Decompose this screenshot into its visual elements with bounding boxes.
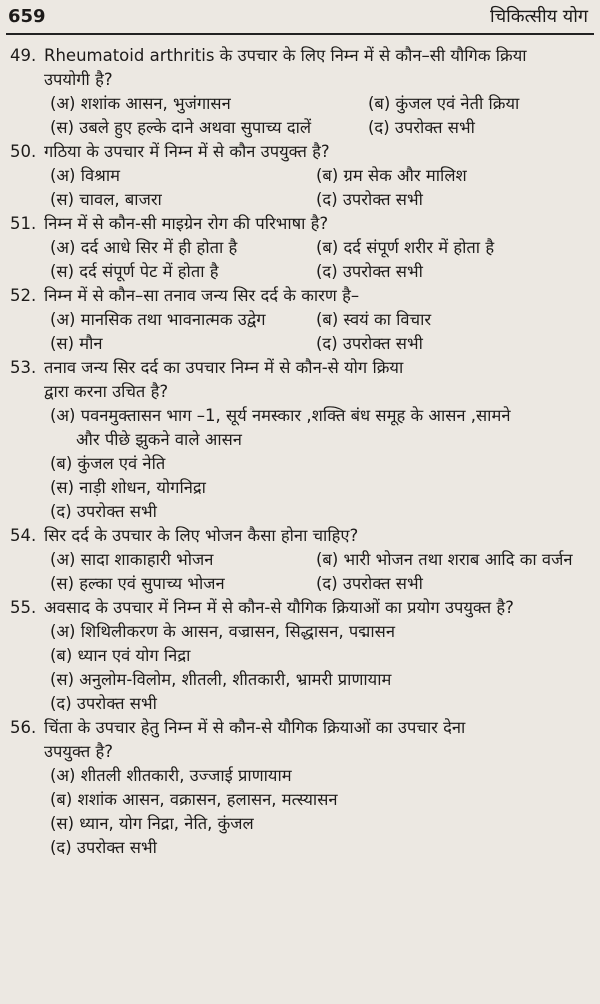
option-b: (ब) भारी भोजन तथा शराब आदि का वर्जन xyxy=(316,550,573,569)
question-number: 54. xyxy=(10,526,37,545)
option-c: (स) उबले हुए हल्के दाने अथवा सुपाच्य दालें xyxy=(50,118,312,137)
option-b: (ब) स्वयं का विचार xyxy=(316,310,432,329)
page-number: 659 xyxy=(8,6,46,27)
option-d: (द) उपरोक्त सभी xyxy=(50,502,157,521)
option-a: (अ) विश्राम xyxy=(50,166,120,185)
question-52 xyxy=(0,284,600,356)
question-number: 50. xyxy=(10,142,37,161)
option-c: (स) अनुलोम-विलोम, शीतली, शीतकारी, भ्रामरी प्राणायाम xyxy=(50,670,392,689)
page-header xyxy=(0,0,600,38)
option-a: (अ) शीतली शीतकारी, उज्जाई प्राणायाम xyxy=(50,766,292,785)
question-50 xyxy=(0,140,600,212)
question-number: 55. xyxy=(10,598,37,617)
option-c: (स) दर्द संपूर्ण पेट में होता है xyxy=(50,262,219,281)
option-a: (अ) पवनमुक्तासन भाग –1, सूर्य नमस्कार ,शक्ति बंध समूह के आसन ,सामने xyxy=(50,406,511,425)
option-b: (ब) कुंजल एवं नेती क्रिया xyxy=(368,94,520,113)
option-c: (स) हल्का एवं सुपाच्य भोजन xyxy=(50,574,225,593)
question-number: 51. xyxy=(10,214,37,233)
chapter-title: चिकित्सीय योग xyxy=(490,6,588,27)
question-number: 56. xyxy=(10,718,37,737)
question-text: चिंता के उपचार हेतु निम्न में से कौन-से यौगिक क्रियाओं का उपचार देना xyxy=(44,718,466,737)
question-list xyxy=(0,44,600,860)
question-text: निम्न में से कौन–सा तनाव जन्य सिर दर्द के कारण है– xyxy=(44,286,360,305)
question-56 xyxy=(0,716,600,860)
option-d: (द) उपरोक्त सभी xyxy=(50,694,157,713)
question-51 xyxy=(0,212,600,284)
option-c: (स) मौन xyxy=(50,334,103,353)
option-b: (ब) कुंजल एवं नेति xyxy=(50,454,166,473)
question-49 xyxy=(0,44,600,140)
question-text: तनाव जन्य सिर दर्द का उपचार निम्न में से कौन-से योग क्रिया xyxy=(44,358,404,377)
question-text-cont: उपयोगी है? xyxy=(44,70,113,89)
option-d: (द) उपरोक्त सभी xyxy=(316,334,423,353)
question-text: गठिया के उपचार में निम्न में से कौन उपयुक्त है? xyxy=(44,142,330,161)
question-55 xyxy=(0,596,600,716)
option-c: (स) चावल, बाजरा xyxy=(50,190,162,209)
header-rule xyxy=(6,33,594,35)
question-text-cont: द्वारा करना उचित है? xyxy=(44,382,169,401)
question-number: 49. xyxy=(10,46,37,65)
option-a: (अ) मानसिक तथा भावनात्मक उद्वेग xyxy=(50,310,266,329)
option-d: (द) उपरोक्त सभी xyxy=(316,262,423,281)
option-a: (अ) शिथिलीकरण के आसन, वज्रासन, सिद्धासन, पद्मासन xyxy=(50,622,395,641)
option-a-cont: और पीछे झुकने वाले आसन xyxy=(76,430,242,449)
option-d: (द) उपरोक्त सभी xyxy=(316,190,423,209)
option-c: (स) नाड़ी शोधन, योगनिद्रा xyxy=(50,478,206,497)
option-c: (स) ध्यान, योग निद्रा, नेति, कुंजल xyxy=(50,814,254,833)
question-text-cont: उपयुक्त है? xyxy=(44,742,113,761)
question-number: 53. xyxy=(10,358,37,377)
question-54 xyxy=(0,524,600,596)
option-b: (ब) दर्द संपूर्ण शरीर में होता है xyxy=(316,238,495,257)
question-text: सिर दर्द के उपचार के लिए भोजन कैसा होना चाहिए? xyxy=(44,526,359,545)
option-d: (द) उपरोक्त सभी xyxy=(50,838,157,857)
option-b: (ब) ग्रम सेक और मालिश xyxy=(316,166,467,185)
question-text: Rheumatoid arthritis के उपचार के लिए निम्न में से कौन–सी यौगिक क्रिया xyxy=(44,46,527,65)
question-text: अवसाद के उपचार में निम्न में से कौन-से यौगिक क्रियाओं का प्रयोग उपयुक्त है? xyxy=(44,598,514,617)
question-number: 52. xyxy=(10,286,37,305)
question-text: निम्न में से कौन-सी माइग्रेन रोग की परिभाषा है? xyxy=(44,214,329,233)
option-a: (अ) सादा शाकाहारी भोजन xyxy=(50,550,214,569)
option-b: (ब) ध्यान एवं योग निद्रा xyxy=(50,646,191,665)
question-53 xyxy=(0,356,600,524)
option-a: (अ) दर्द आधे सिर में ही होता है xyxy=(50,238,238,257)
option-d: (द) उपरोक्त सभी xyxy=(316,574,423,593)
option-a: (अ) शशांक आसन, भुजंगासन xyxy=(50,94,231,113)
option-b: (ब) शशांक आसन, वक्रासन, हलासन, मत्स्यासन xyxy=(50,790,338,809)
option-d: (द) उपरोक्त सभी xyxy=(368,118,475,137)
